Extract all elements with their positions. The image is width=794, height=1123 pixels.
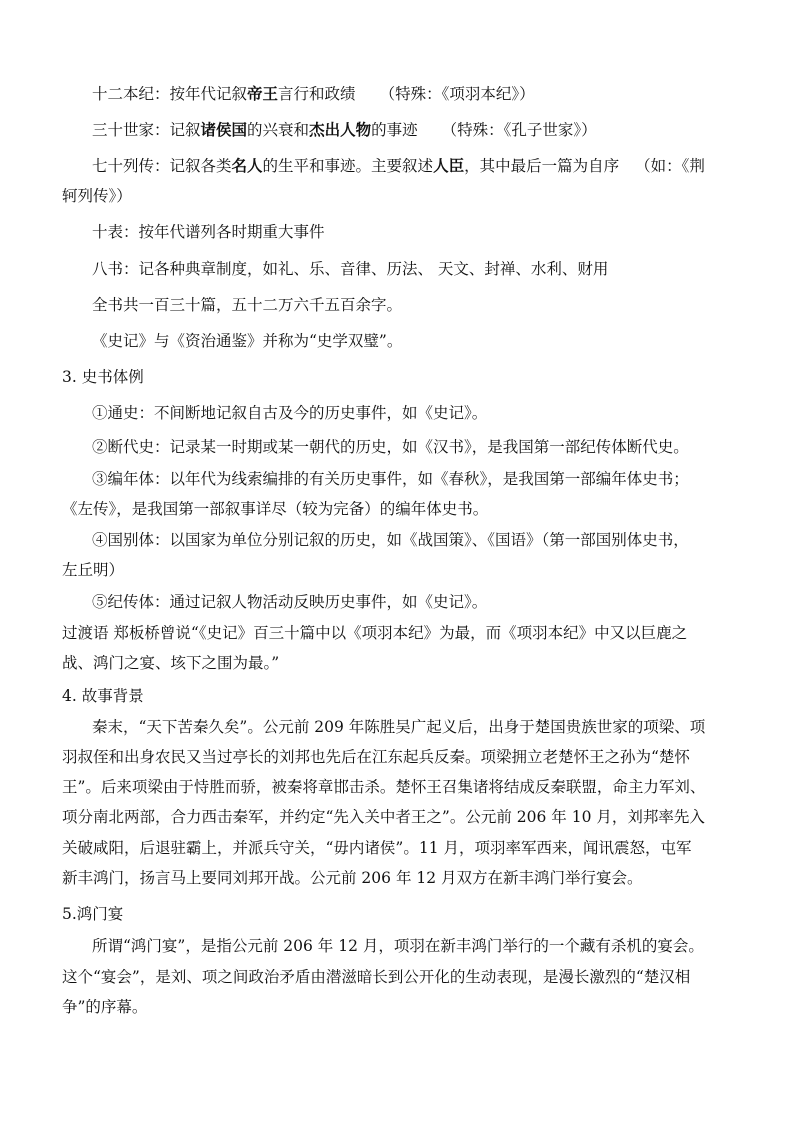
liezhuan-bold-renchen: 人臣 [433, 156, 465, 175]
liezhuan-text3: ，其中最后一篇为自序 [464, 157, 620, 175]
background-line: 关破咸阳，后退驻霸上，并派兵守关，“毋内诸侯”。11 月，项羽率军西来，闻讯震怒，屯军 [62, 839, 692, 857]
shijia-text1: 记叙 [169, 121, 201, 139]
duandaishi-line: ②断代史：记录某一时期或某一朝代的历史，如《汉书》，是我国第一部纪传体断代史。 [92, 438, 689, 456]
tongshi-line: ①通史：不间断地记叙自古及今的历史事件，如《史记》。 [92, 404, 488, 422]
guobie-line-1: ④国别体：以国家为单位分别记叙的历史，如《战国策》、《国语》（第一部国别体史书， [92, 531, 689, 549]
liezhuan-note: （如：《荆 [635, 157, 705, 175]
shijia-bold-jiechu: 杰出人物 [309, 120, 372, 139]
jizhuan-line: ⑤纪传体：通过记叙人物活动反映历史事件，如《史记》。 [92, 593, 488, 611]
background-line: 项分南北两部，合力西击秦军，并约定“先入关中者王之”。公元前 206 年 10 月，刘邦率先入 [62, 808, 705, 826]
biannian-line-2: 《左传》，是我国第一部叙事详尽（较为完备）的编年体史书。 [62, 500, 489, 518]
benji-note: （特殊：《项羽本纪》） [379, 85, 535, 103]
shijia-label: 三十世家： [92, 121, 170, 139]
background-line: 新丰鸿门，扬言马上要同刘邦开战。公元前 206 年 12 月双方在新丰鸿门举行宴会。 [62, 869, 643, 887]
background-line: 羽叔侄和出身农民又当过亭长的刘邦也先后在江东起兵反秦。项梁拥立老楚怀王之孙为“楚怀 [62, 748, 690, 766]
shibiao-line: 十表：按年代谱列各时期重大事件 [92, 223, 325, 241]
section-heading-tili: 3. 史书体例 [62, 368, 144, 386]
guobie-line-2: 左丘明） [62, 561, 125, 579]
section-heading-background: 4. 故事背景 [62, 687, 144, 705]
shijia-bold-zhuhouguo: 诸侯国 [200, 120, 248, 139]
liezhuan-line-1 [92, 156, 705, 176]
shijia-line [92, 120, 597, 140]
liezhuan-bold-mingren: 名人 [231, 156, 263, 175]
section-heading-hongmen: 5.鸿门宴 [62, 905, 124, 923]
bashu-line: 八书：记各种典章制度，如礼、乐、音律、历法、 天文、封禅、水利、财用 [92, 260, 609, 278]
shuangbi-line: 《史记》与《资治通鉴》并称为“史学双璧”。 [92, 332, 403, 350]
benji-text2: 言行和政绩 [278, 85, 356, 103]
biannian-line-1: ③编年体：以年代为线索编排的有关历史事件，如《春秋》，是我国第一部编年体史书； [92, 470, 689, 488]
hongmen-line: 这个“宴会”，是刘、项之间政治矛盾由潜滋暗长到公开化的生动表现，是漫长激烈的“楚汉相 [62, 968, 691, 986]
transition-line-2: 战、鸿门之宴、垓下之围为最。” [62, 654, 280, 672]
benji-bold-dihuang: 帝王 [247, 84, 279, 103]
liezhuan-text2: 的生平和事迹。主要叙述 [262, 157, 434, 175]
benji-label: 十二本纪： [92, 85, 170, 103]
hongmen-line: 所谓“鸿门宴”，是指公元前 206 年 12 月，项羽在新丰鸿门举行的一个藏有杀机的宴会。 [92, 937, 704, 955]
shijia-note: （特殊：《孔子世家》） [441, 121, 597, 139]
transition-line-1: 过渡语 郑板桥曾说“《史记》百三十篇中以《项羽本纪》为最，而《项羽本纪》中又以巨鹿之 [62, 624, 688, 642]
liezhuan-text1: 记叙各类 [169, 157, 232, 175]
benji-text1: 按年代记叙 [169, 85, 248, 103]
hongmen-line: 争”的序幕。 [62, 998, 148, 1016]
background-line: 王”。后来项梁由于恃胜而骄，被秦将章邯击杀。楚怀王召集诸将结成反秦联盟，命主力军刘、 [62, 778, 706, 796]
liezhuan-line-2: 轲列传》） [62, 187, 132, 205]
shijia-text2: 的兴衰和 [247, 121, 310, 139]
total-line: 全书共一百三十篇，五十二万六千五百余字。 [92, 296, 403, 314]
liezhuan-label: 七十列传： [92, 157, 170, 175]
background-line: 秦末，“天下苦秦久矣”。公元前 209 年陈胜吴广起义后，出身于楚国贵族世家的项梁、项 [92, 718, 706, 736]
shijia-text3: 的事迹 [371, 121, 418, 139]
benji-line [92, 84, 535, 104]
